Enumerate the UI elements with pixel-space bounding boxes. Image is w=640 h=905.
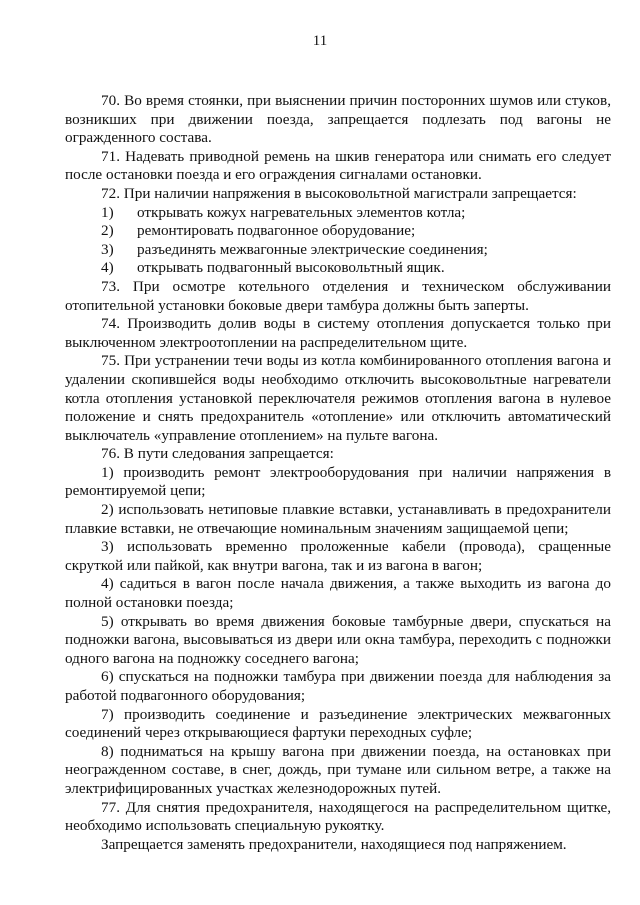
list76-item-4: 4) садиться в вагон после начала движения, а также выходить из вагона до полной остановки поезда; bbox=[65, 575, 611, 612]
list76-item-3: 3) использовать временно проложенные кабели (провода), сращенные скруткой или пайкой, как внутри вагона, так и из вагона в вагон; bbox=[65, 538, 611, 574]
paragraph-73: 73. При осмотре котельного отделения и техническом обслуживании отопительной установки боковые двери тамбура должны быть заперты. bbox=[65, 277, 611, 314]
list76-item-1: 1) производить ремонт электрооборудования при наличии напряжения в ремонтируемой цепи; bbox=[65, 463, 611, 500]
list-number: 1) bbox=[101, 203, 114, 221]
list72-item bbox=[65, 259, 611, 278]
list-text: открывать подвагонный высоковольтный ящик. bbox=[137, 259, 445, 277]
paragraph-71: 71. Надевать приводной ремень на шкив генератора или снимать его следует после остановки поезда и его ограждения сигналами остановки. bbox=[65, 147, 611, 184]
list-number: 4) bbox=[101, 259, 114, 277]
list76-item-8: 8) подниматься на крышу вагона при движении поезда, на остановках при неогражденном составе, в снег, дождь, при тумане или сильном ветре, а также на электрифицированных участках железнодорожных путей. bbox=[65, 742, 611, 797]
list-text: разъединять межвагонные электрические соединения; bbox=[137, 240, 488, 258]
paragraph-77: 77. Для снятия предохранителя, находящегося на распределительном щитке, необходимо использовать специальную рукоятку. bbox=[65, 798, 611, 835]
list76-item-7: 7) производить соединение и разъединение электрических межвагонных соединений через открывающиеся фартуки переходных суфле; bbox=[65, 705, 611, 742]
paragraph-70: 70. Во время стоянки, при выяснении причин посторонних шумов или стуков, возникших при движении поезда, запрещается подлезать под вагоны не огражденного состава. bbox=[65, 92, 611, 147]
paragraph-final: Запрещается заменять предохранители, находящиеся под напряжением. bbox=[101, 835, 567, 853]
list76-item-5: 5) открывать во время движения боковые тамбурные двери, спускаться на подножки вагона, высовываться из двери или окна тамбура, переходить с подножки одного вагона на подножку соседнего вагона; bbox=[65, 612, 611, 667]
paragraph-72: 72. При наличии напряжения в высоковольтной магистрали запрещается: bbox=[101, 184, 577, 202]
list-number: 3) bbox=[101, 240, 114, 258]
list-number: 2) bbox=[101, 222, 114, 240]
document-body bbox=[65, 92, 611, 854]
list72-item bbox=[65, 222, 611, 241]
list72-item bbox=[65, 204, 611, 223]
list-text: ремонтировать подвагонное оборудование; bbox=[137, 222, 416, 240]
list76-item-2: 2) использовать нетиповые плавкие вставки, устанавливать в предохранители плавкие вставки, не отвечающие номинальным значениям защищаемой цепи; bbox=[65, 501, 611, 537]
list76-item-6: 6) спускаться на подножки тамбура при движении поезда для наблюдения за работой подвагонного оборудования; bbox=[65, 668, 611, 704]
paragraph-75: 75. При устранении течи воды из котла комбинированного отопления вагона и удалении скопившейся воды необходимо отключить высоковольтные нагреватели котла отопления установкой переключателя режимов отопления вагона в нулевое положение и снять предохранитель «отопление» или отключить автоматический выключатель «управление отоплением» на пульте вагона. bbox=[65, 352, 611, 444]
list72-item bbox=[65, 241, 611, 260]
paragraph-74: 74. Производить долив воды в систему отопления допускается только при выключенном электроотоплении на распределительном щите. bbox=[65, 315, 611, 351]
list-text: открывать кожух нагревательных элементов котла; bbox=[137, 203, 466, 221]
paragraph-76: 76. В пути следования запрещается: bbox=[101, 445, 334, 463]
page-number: 11 bbox=[312, 33, 328, 49]
